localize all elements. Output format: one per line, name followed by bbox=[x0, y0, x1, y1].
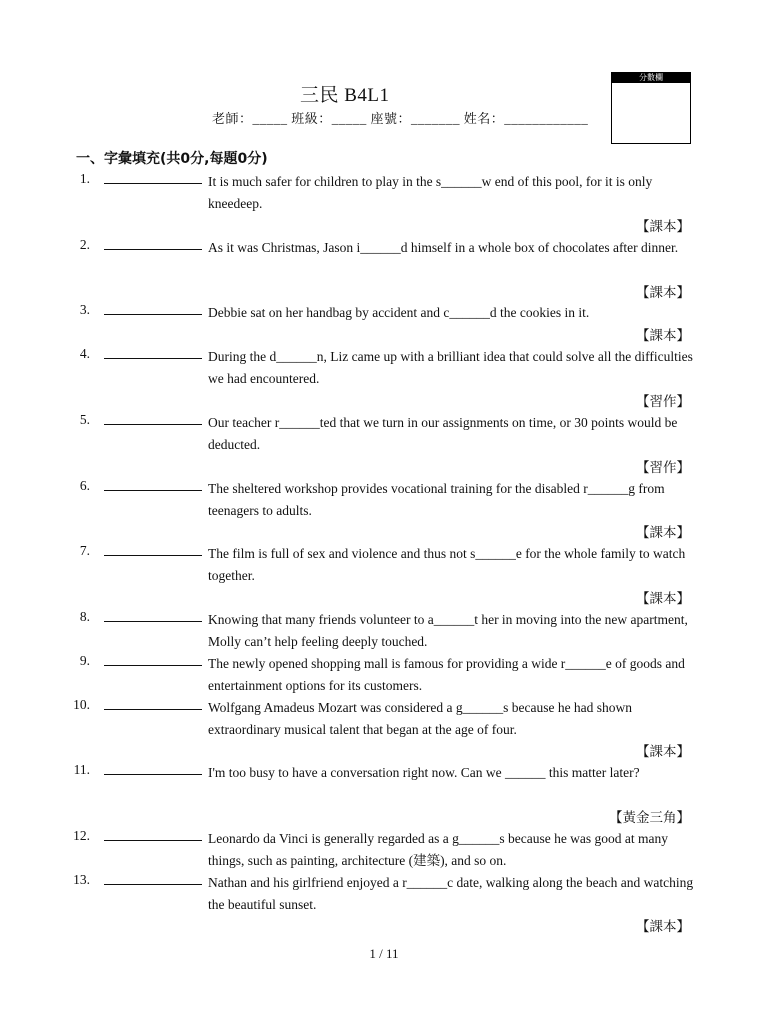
question-source: 【課本】 bbox=[636, 328, 690, 343]
question-source: 【課本】 bbox=[636, 744, 690, 759]
question-source: 【課本】 bbox=[636, 591, 690, 606]
question-source: 【課本】 bbox=[636, 919, 690, 934]
answer-blank[interactable] bbox=[104, 884, 202, 885]
question-number: 6. bbox=[79, 478, 90, 493]
question-number: 7. bbox=[79, 543, 90, 558]
student-info-line: 老師：_____ 班級：_____ 座號：_______ 姓名：____________ bbox=[212, 111, 589, 126]
answer-blank[interactable] bbox=[104, 709, 202, 710]
answer-blank[interactable] bbox=[104, 665, 202, 666]
answer-blank[interactable] bbox=[104, 621, 202, 622]
question-source: 【習作】 bbox=[636, 460, 690, 475]
question-number: 2. bbox=[79, 237, 90, 252]
question-number: 11. bbox=[73, 762, 90, 777]
question-number: 12. bbox=[73, 828, 90, 843]
page-number: 1 / 11 bbox=[369, 946, 399, 961]
question-number: 8. bbox=[79, 609, 90, 624]
question-source: 【課本】 bbox=[636, 285, 690, 300]
question-source: 【習作】 bbox=[636, 394, 690, 409]
question-text: The sheltered workshop provides vocational training for the disabled r______g from teenagers to adults. bbox=[208, 481, 665, 518]
answer-blank[interactable] bbox=[104, 840, 202, 841]
question-text: I'm too busy to have a conversation right now. Can we ______ this matter later? bbox=[208, 765, 640, 780]
question-text: The newly opened shopping mall is famous for providing a wide r______e of goods and entertainment options for its customers. bbox=[208, 656, 685, 693]
score-box bbox=[611, 72, 691, 144]
question-text: Debbie sat on her handbag by accident and c______d the cookies in it. bbox=[208, 305, 590, 320]
answer-blank[interactable] bbox=[104, 249, 202, 250]
question-text: As it was Christmas, Jason i______d himself in a whole box of chocolates after dinner. bbox=[208, 240, 679, 255]
question-number: 13. bbox=[73, 872, 90, 887]
question-number: 9. bbox=[79, 653, 90, 668]
question-number: 3. bbox=[79, 302, 90, 317]
section-title: 一、字彙填充(共0分,每題0分) bbox=[76, 151, 268, 167]
question-number: 5. bbox=[79, 412, 90, 427]
question-text: Knowing that many friends volunteer to a______t her in moving into the new apartment, Molly can’t help feeling deeply touched. bbox=[208, 612, 688, 649]
question-text: Wolfgang Amadeus Mozart was considered a g______s because he had shown extraordinary musical talent that began at the age of four. bbox=[208, 700, 633, 737]
page-title: 三民 B4L1 bbox=[300, 85, 390, 106]
question-text: Our teacher r______ted that we turn in our assignments on time, or 30 points would be deducted. bbox=[208, 415, 678, 452]
question-text: The film is full of sex and violence and thus not s______e for the whole family to watch together. bbox=[208, 546, 686, 583]
answer-blank[interactable] bbox=[104, 424, 202, 425]
answer-blank[interactable] bbox=[104, 555, 202, 556]
question-source: 【課本】 bbox=[636, 525, 690, 540]
question-number: 1. bbox=[79, 171, 90, 186]
question-text: During the d______n, Liz came up with a brilliant idea that could solve all the difficulties we had encountered. bbox=[208, 349, 693, 386]
score-box-label: 分數欄 bbox=[612, 73, 690, 83]
answer-blank[interactable] bbox=[104, 490, 202, 491]
question-number: 10. bbox=[73, 697, 90, 712]
question-source: 【黃金三角】 bbox=[609, 810, 690, 825]
question-number: 4. bbox=[79, 346, 90, 361]
answer-blank[interactable] bbox=[104, 314, 202, 315]
answer-blank[interactable] bbox=[104, 774, 202, 775]
answer-blank[interactable] bbox=[104, 183, 202, 184]
question-text: Nathan and his girlfriend enjoyed a r______c date, walking along the beach and watching the beautiful sunset. bbox=[208, 875, 694, 912]
question-text: It is much safer for children to play in the s______w end of this pool, for it is only kneedeep. bbox=[208, 174, 653, 211]
question-text: Leonardo da Vinci is generally regarded as a g______s because he was good at many things, such as painting, architecture (建築), and so on. bbox=[208, 831, 669, 868]
answer-blank[interactable] bbox=[104, 358, 202, 359]
question-source: 【課本】 bbox=[636, 219, 690, 234]
